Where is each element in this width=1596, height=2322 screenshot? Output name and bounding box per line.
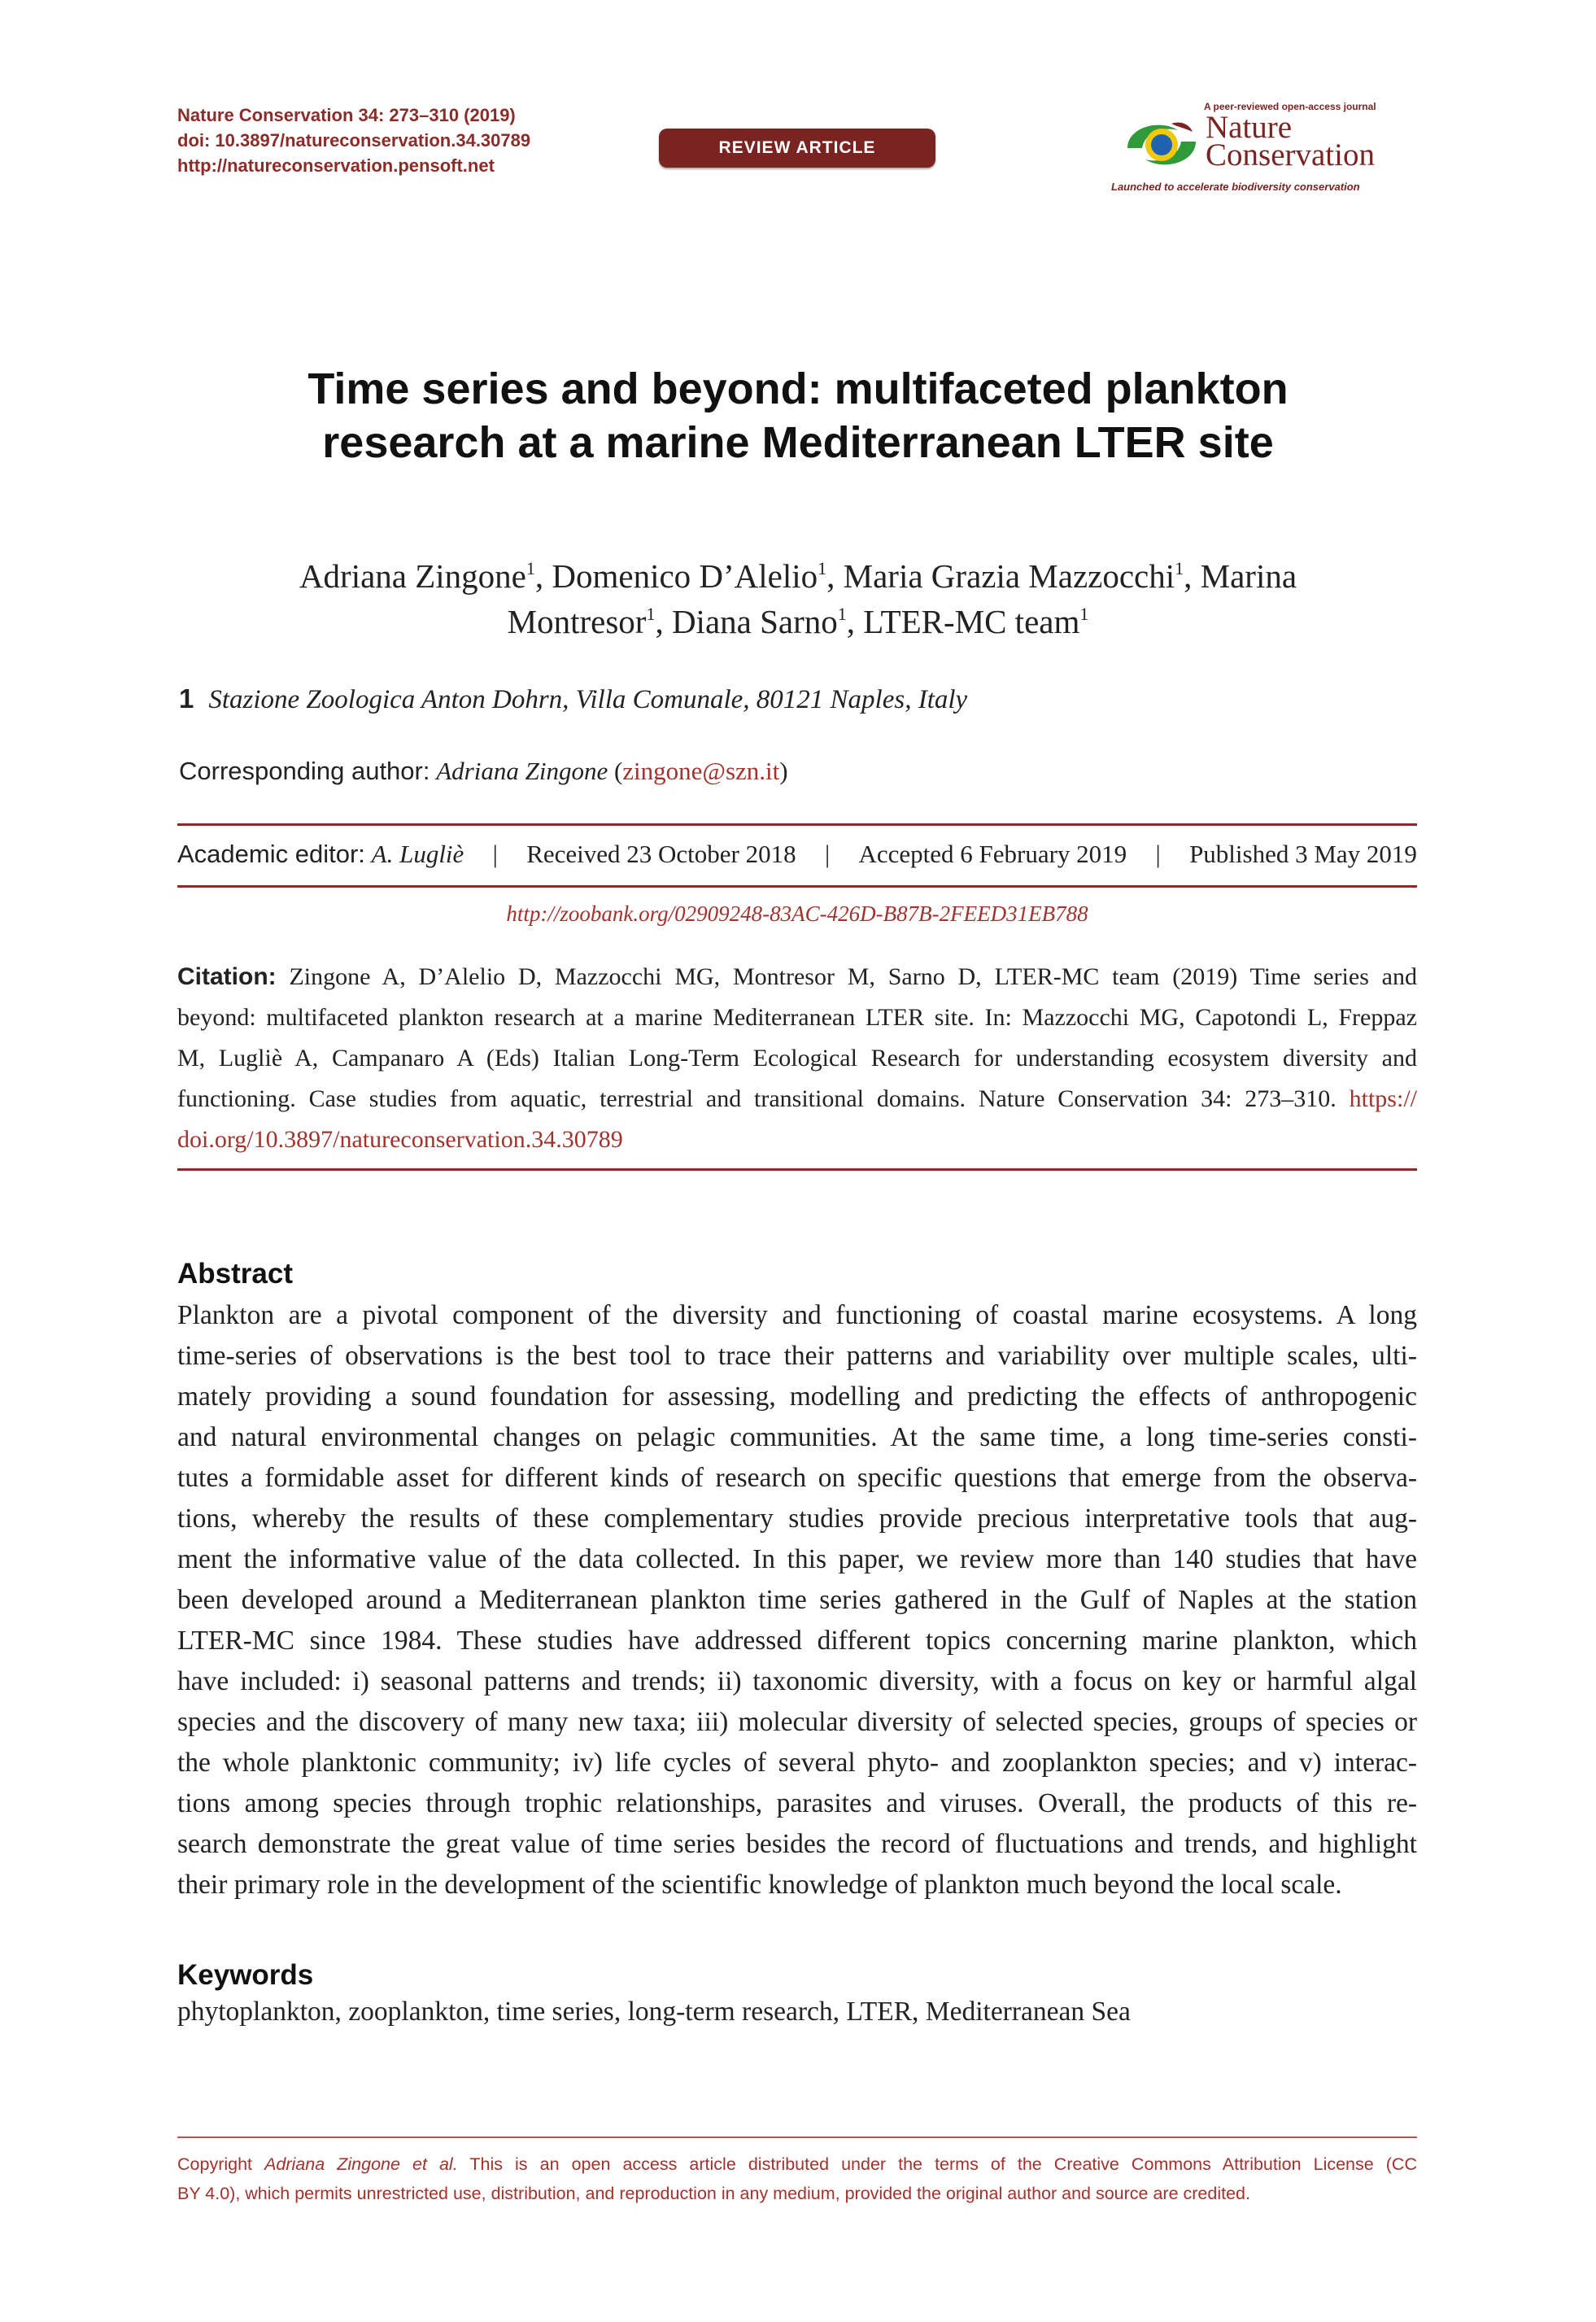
journal-meta — [177, 103, 530, 178]
author-line-2 — [146, 599, 1450, 644]
affiliation-number: 1 — [179, 683, 194, 714]
article-title — [130, 362, 1466, 469]
doi-link[interactable]: doi: 10.3897/natureconservation.34.30789 — [177, 130, 531, 151]
separator: | — [1155, 840, 1161, 868]
citation-text: Zingone A, D’Alelio D, Mazzocchi MG, Montresor M, Sarno D, LTER-MC team (2019) Time series and — [276, 963, 1417, 990]
logo-slogan: Launched to accelerate biodiversity conservation — [1111, 181, 1360, 193]
editor-label: Academic editor: — [177, 840, 365, 868]
abstract-line: tutes a formidable asset for different kinds of research on specific questions that emerge from the observa- — [177, 1463, 1417, 1493]
author-list — [146, 553, 1450, 644]
logo-tagline: A peer-reviewed open-access journal — [1204, 101, 1376, 112]
accepted-date: Accepted 6 February 2019 — [858, 840, 1127, 868]
keywords-heading: Keywords — [177, 1959, 314, 1991]
author-affil-ref[interactable]: 1 — [646, 604, 656, 624]
journal-url-link[interactable]: http://natureconservation.pensoft.net — [177, 155, 495, 176]
author-line-1 — [146, 553, 1450, 599]
author-affil-ref[interactable]: 1 — [1175, 558, 1184, 578]
author-separator: , — [655, 603, 672, 640]
author-name: Domenico D’Alelio — [552, 557, 818, 595]
author-affil-ref[interactable]: 1 — [818, 558, 827, 578]
affiliation-text: Stazione Zoologica Anton Dohrn, Villa Comunale, 80121 Naples, Italy — [208, 685, 968, 714]
citation-line: beyond: multifaceted plankton research at a marine Mediterranean LTER site. In: Mazzocchi MG, Capotondi L, Freppaz — [177, 1004, 1417, 1031]
academic-editor — [177, 840, 464, 869]
abstract-line: LTER-MC since 1984. These studies have addressed different topics concerning marine plankton, which — [177, 1626, 1417, 1656]
citation-doi-link[interactable]: doi.org/10.3897/natureconservation.34.30789 — [177, 1126, 623, 1153]
published-date: Published 3 May 2019 — [1189, 840, 1417, 868]
footer-text: This is an open access article distributed under the terms of the Creative Commons Attribution License (CC — [457, 2154, 1417, 2174]
abstract-line: the whole planktonic community; iv) life cycles of several phyto- and zooplankton species; and v) interac- — [177, 1748, 1417, 1778]
nature-conservation-logo-icon — [1121, 112, 1202, 177]
abstract-line: Plankton are a pivotal component of the diversity and functioning of coastal marine ecosystems. A long — [177, 1300, 1417, 1330]
separator: | — [492, 840, 498, 868]
separator: | — [824, 840, 831, 868]
footer-line — [177, 2150, 1417, 2179]
abstract-line: search demonstrate the great value of time series besides the record of fluctuations and trends, and highlight — [177, 1829, 1417, 1859]
abstract-line: species and the discovery of many new taxa; iii) molecular diversity of selected species, groups of species or — [177, 1707, 1417, 1737]
abstract-line: have included: i) seasonal patterns and trends; ii) taxonomic diversity, with a focus on key or harmful algal — [177, 1666, 1417, 1696]
abstract-line: their primary role in the development of the scientific knowledge of plankton much beyond the local scale. — [177, 1870, 1342, 1900]
citation-line — [177, 957, 1417, 997]
editor-name: A. Lugliè — [371, 840, 464, 868]
zoobank-link[interactable]: http://zoobank.org/02909248-83AC-426D-B87B-2FEED31EB788 — [506, 901, 1088, 926]
footer-text: Copyright — [177, 2154, 265, 2174]
corresponding-author — [179, 757, 788, 786]
author-name: Montresor — [507, 603, 647, 640]
received-date: Received 23 October 2018 — [526, 840, 796, 868]
author-affil-ref[interactable]: 1 — [1079, 604, 1089, 624]
author-affil-ref[interactable]: 1 — [837, 604, 847, 624]
author-separator: , — [534, 557, 552, 595]
author-name: Maria Grazia Mazzocchi — [843, 557, 1175, 595]
author-name: Marina — [1200, 557, 1297, 595]
keywords-text: phytoplankton, zooplankton, time series, long-term research, LTER, Mediterranean Sea — [177, 1997, 1131, 2027]
abstract-line: mately providing a sound foundation for assessing, modelling and predicting the effects of anthropogenic — [177, 1381, 1417, 1412]
editorial-history — [177, 840, 1417, 869]
corresponding-email-link[interactable]: zingone@szn.it — [622, 757, 780, 785]
divider-middle — [177, 885, 1417, 888]
author-name: Diana Sarno — [671, 603, 838, 640]
title-line-2: research at a marine Mediterranean LTER site — [322, 418, 1274, 467]
abstract-heading: Abstract — [177, 1258, 293, 1290]
citation-block — [177, 957, 1417, 1160]
abstract-line: tions among species through trophic relationships, parasites and viruses. Overall, the products of this re- — [177, 1788, 1417, 1818]
affiliation — [179, 683, 967, 715]
article-type-badge: REVIEW ARTICLE — [659, 129, 935, 168]
author-name: LTER-MC team — [863, 603, 1080, 640]
citation-line — [177, 1120, 1417, 1160]
corresponding-label: Corresponding author: — [179, 757, 430, 785]
citation-label: Citation: — [177, 963, 277, 990]
title-line-1: Time series and beyond: multifaceted plankton — [307, 364, 1289, 413]
author-separator: , — [826, 557, 844, 595]
abstract-line: time-series of observations is the best tool to trace their patterns and variability over multiple scales, ulti- — [177, 1341, 1417, 1371]
abstract-line: tions, whereby the results of these complementary studies provide precious interpretative tools that aug- — [177, 1504, 1417, 1534]
paren-open: ( — [608, 757, 623, 785]
paren-close: ) — [779, 757, 788, 785]
corresponding-name: Adriana Zingone — [436, 757, 608, 785]
journal-citation-line: Nature Conservation 34: 273–310 (2019) — [177, 105, 516, 125]
divider-top — [177, 823, 1417, 826]
abstract-line: ment the informative value of the data collected. In this paper, we review more than 140 studies that have — [177, 1544, 1417, 1574]
journal-logo[interactable] — [1106, 101, 1415, 199]
abstract-line: and natural environmental changes on pelagic communities. At the same time, a long time-series consti- — [177, 1422, 1417, 1452]
abstract-line: been developed around a Mediterranean plankton time series gathered in the Gulf of Naples at the station — [177, 1585, 1417, 1615]
citation-line — [177, 1079, 1417, 1120]
divider-bottom — [177, 1168, 1417, 1171]
citation-text: functioning. Case studies from aquatic, terrestrial and transitional domains. Nature Conservation 34: 273–310. — [177, 1085, 1350, 1112]
abstract-body — [177, 1295, 1417, 1905]
logo-wordmark: Nature Conservation — [1206, 110, 1375, 172]
author-separator: , — [1184, 557, 1201, 595]
footer-author: Adriana Zingone et al. — [264, 2154, 458, 2174]
author-affil-ref[interactable]: 1 — [525, 558, 535, 578]
footer-line: BY 4.0), which permits unrestricted use, distribution, and reproduction in any medium, provided the original author and source are credited. — [177, 2184, 1250, 2203]
citation-line: M, Lugliè A, Campanaro A (Eds) Italian Long-Term Ecological Research for understanding ecosystem diversity and — [177, 1045, 1417, 1072]
author-separator: , — [846, 603, 864, 640]
author-name: Adriana Zingone — [299, 557, 526, 595]
citation-doi-link[interactable]: https:// — [1349, 1085, 1417, 1112]
copyright-footer — [177, 2137, 1417, 2208]
